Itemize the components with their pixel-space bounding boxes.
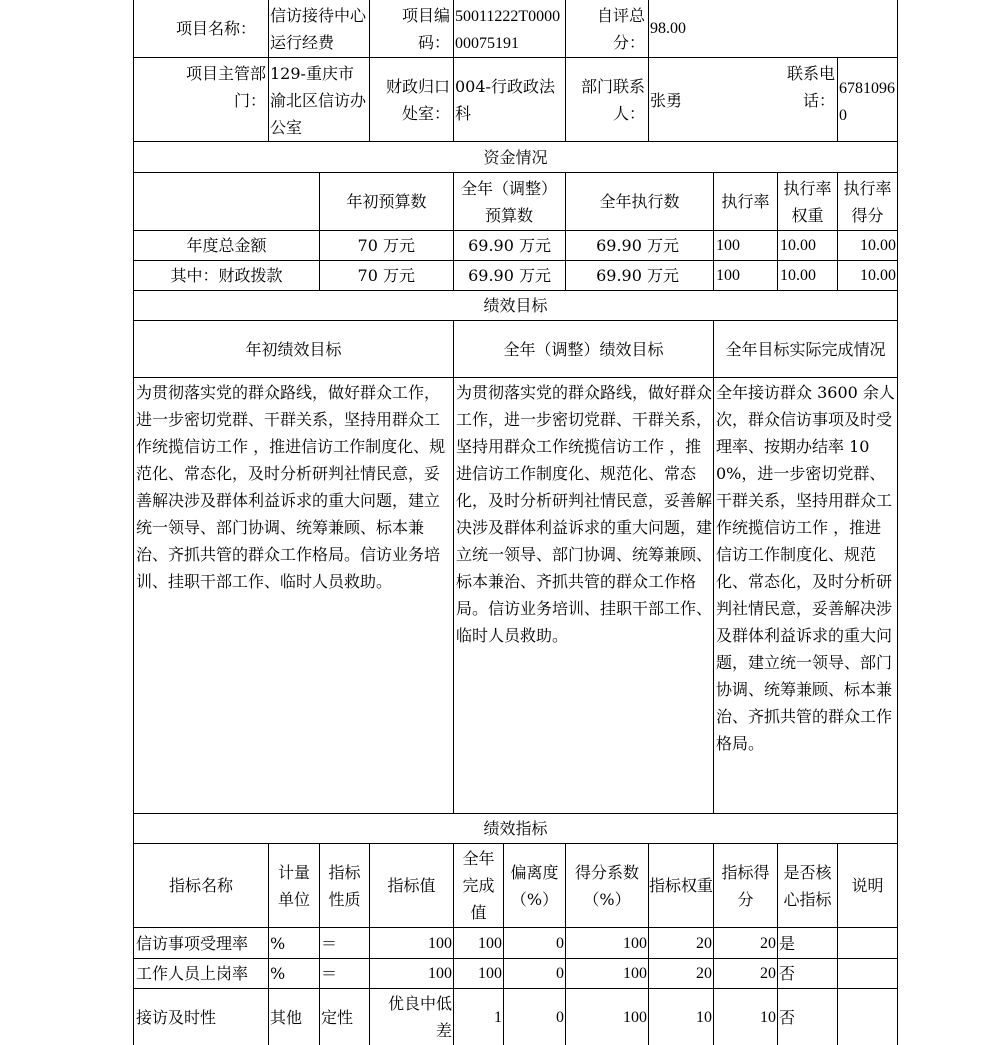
goals-header-initial: 年初绩效目标 bbox=[245, 339, 342, 359]
finance-office-value: 004-行政政法科 bbox=[455, 77, 555, 123]
indicator-header: 指标性质 bbox=[328, 862, 361, 909]
indicator-header: 全年完成值 bbox=[462, 849, 495, 922]
indicator-coef: 100 bbox=[623, 965, 647, 982]
indicator-core: 否 bbox=[779, 964, 796, 983]
project-name-label: 项目名称： bbox=[175, 19, 256, 38]
rule bbox=[369, 0, 370, 57]
funds-header: 执行率 bbox=[721, 192, 770, 211]
project-name-value: 信访接待中心运行经费 bbox=[270, 6, 367, 52]
rule bbox=[453, 57, 454, 141]
indicator-header: 是否核心指标 bbox=[783, 862, 832, 909]
rule bbox=[133, 377, 898, 378]
rule bbox=[648, 57, 649, 141]
indicator-deviation: 0 bbox=[556, 934, 564, 952]
funds-cell: 70 万元 bbox=[357, 266, 415, 285]
indicator-coef: 100 bbox=[623, 1008, 647, 1026]
funds-row-label: 其中：财政拨款 bbox=[170, 266, 283, 285]
indicator-score: 10 bbox=[760, 1008, 776, 1026]
indicator-header: 指标值 bbox=[387, 876, 436, 895]
funds-header: 执行率得分 bbox=[843, 178, 892, 225]
rule bbox=[453, 320, 454, 813]
phone-value: 67810960 bbox=[839, 80, 895, 124]
indicator-deviation: 0 bbox=[556, 1008, 564, 1026]
indicator-core: 是 bbox=[779, 933, 796, 953]
project-code-label: 项目编码： bbox=[401, 6, 450, 52]
funds-cell: 10.00 bbox=[780, 267, 816, 284]
indicator-weight: 10 bbox=[696, 1008, 712, 1026]
indicator-header: 计量单位 bbox=[277, 862, 310, 909]
dept-label: 项目主管部门： bbox=[185, 64, 266, 110]
funds-cell: 100 bbox=[716, 267, 740, 284]
indicator-unit: 其他 bbox=[270, 1007, 303, 1027]
funds-header: 执行率权重 bbox=[783, 178, 832, 225]
goals-actual-text: 全年接访群众 3600 余人次，群众信访事项及时受理率、按期办结率 100%，进一步密切党群、干群关系，坚持用群众工作统揽信访工作 ，推进信访工作制度化、规范化、常态化，及时分析研判社情民意，妥善解决涉及群体利益诉求的重大问题，建立统一领导、部门协调、统筹兼顾、标本兼治、齐抓共管的群众工作格局。 bbox=[716, 383, 895, 753]
border-right bbox=[897, 0, 898, 1045]
indicator-nature: 定性 bbox=[321, 1007, 354, 1027]
rule bbox=[837, 57, 838, 141]
indicator-header: 偏离度（%） bbox=[510, 862, 559, 909]
funds-cell: 69.90 万元 bbox=[468, 236, 551, 255]
goals-section-title: 绩效目标 bbox=[483, 296, 548, 315]
rule bbox=[268, 57, 269, 141]
indicator-note bbox=[840, 989, 897, 1045]
indicator-unit: % bbox=[270, 964, 286, 983]
indicator-actual: 100 bbox=[478, 965, 502, 982]
rule bbox=[369, 57, 370, 141]
contact-label: 部门联系人： bbox=[580, 77, 645, 123]
rule bbox=[565, 57, 566, 141]
indicator-deviation: 0 bbox=[556, 965, 564, 982]
funds-header: 全年（调整）预算数 bbox=[460, 178, 557, 225]
indicator-nature: ＝ bbox=[321, 964, 338, 983]
self-score-value: 98.00 bbox=[650, 20, 686, 37]
funds-row-label: 年度总金额 bbox=[186, 236, 267, 255]
indicator-name: 工作人员上岗率 bbox=[136, 964, 249, 983]
rule bbox=[453, 0, 454, 57]
indicator-target: 100 bbox=[428, 934, 452, 952]
goals-adjusted-text: 为贯彻落实党的群众路线，做好群众工作，进一步密切党群、干群关系，坚持用群众工作统揽信访工作 ，推进信访工作制度化、规范化、常态化，及时分析研判社情民意，妥善解决涉及群体利益诉求的重大问题，建立统一领导、部门协调、统筹兼顾、标本兼治、齐抓共管的群众工作格局。信访业务培训、挂职干部工作、临时人员救助。 bbox=[456, 383, 713, 645]
project-code-value: 50011222T000000075191 bbox=[455, 8, 561, 52]
funds-header: 年初预算数 bbox=[346, 192, 427, 211]
indicator-coef: 100 bbox=[623, 934, 647, 952]
funds-cell: 70 万元 bbox=[357, 236, 415, 255]
funds-cell: 10.00 bbox=[860, 237, 896, 254]
indicator-actual: 100 bbox=[478, 934, 502, 952]
indicator-weight: 20 bbox=[696, 965, 712, 982]
funds-cell: 69.90 万元 bbox=[596, 266, 679, 285]
indicator-weight: 20 bbox=[696, 934, 712, 952]
indicator-header: 指标权重 bbox=[649, 876, 714, 895]
indicator-actual: 1 bbox=[494, 1008, 502, 1026]
indicator-target: 100 bbox=[428, 965, 452, 982]
indicator-score: 20 bbox=[760, 934, 776, 952]
rule bbox=[565, 0, 566, 57]
indicator-header: 得分系数（%） bbox=[574, 862, 639, 909]
indicator-header: 说明 bbox=[851, 876, 884, 895]
indicator-note bbox=[840, 959, 897, 988]
indicator-target: 优良中低差 bbox=[387, 994, 452, 1040]
indicator-nature: ＝ bbox=[321, 933, 338, 953]
dept-value: 129-重庆市渝北区信访办公室 bbox=[270, 64, 367, 137]
indicator-header: 指标名称 bbox=[168, 876, 233, 895]
indicator-name: 接访及时性 bbox=[136, 1007, 217, 1027]
indicator-note bbox=[840, 928, 897, 958]
goals-initial-text: 为贯彻落实党的群众路线，做好群众工作，进一步密切党群、干群关系，坚持用群众工作统揽信访工作 ，推进信访工作制度化、规范化、常态化，及时分析研判社情民意，妥善解决涉及群体利益诉求的重大问题，建立统一领导、部门协调、统筹兼顾、标本兼治、齐抓共管的群众工作格局。信访业务培训、挂职干部工作、临时人员救助。 bbox=[136, 383, 446, 591]
funds-cell: 10.00 bbox=[860, 267, 896, 284]
funds-section-title: 资金情况 bbox=[483, 147, 548, 167]
indicators-section-title: 绩效指标 bbox=[483, 819, 548, 838]
indicator-unit: % bbox=[270, 933, 286, 953]
self-score-label: 自评总分： bbox=[596, 6, 645, 52]
indicator-name: 信访事项受理率 bbox=[136, 933, 249, 953]
rule bbox=[133, 57, 898, 58]
funds-header: 全年执行数 bbox=[599, 192, 680, 211]
indicator-score: 20 bbox=[760, 965, 776, 982]
goals-header-actual: 全年目标实际完成情况 bbox=[725, 339, 886, 359]
funds-cell: 69.90 万元 bbox=[468, 266, 551, 285]
contact-value: 张勇 bbox=[650, 90, 683, 110]
goals-header-adjusted: 全年（调整）绩效目标 bbox=[503, 339, 664, 359]
rule bbox=[713, 320, 714, 813]
rule bbox=[648, 0, 649, 57]
rule bbox=[268, 0, 269, 57]
indicator-core: 否 bbox=[779, 1007, 796, 1027]
funds-cell: 100 bbox=[716, 237, 740, 254]
funds-cell: 69.90 万元 bbox=[596, 236, 679, 255]
phone-label: 联系电话： bbox=[787, 64, 836, 110]
indicator-header: 指标得分 bbox=[721, 862, 770, 909]
funds-cell: 10.00 bbox=[780, 237, 816, 254]
finance-office-label: 财政归口处室： bbox=[385, 77, 450, 123]
